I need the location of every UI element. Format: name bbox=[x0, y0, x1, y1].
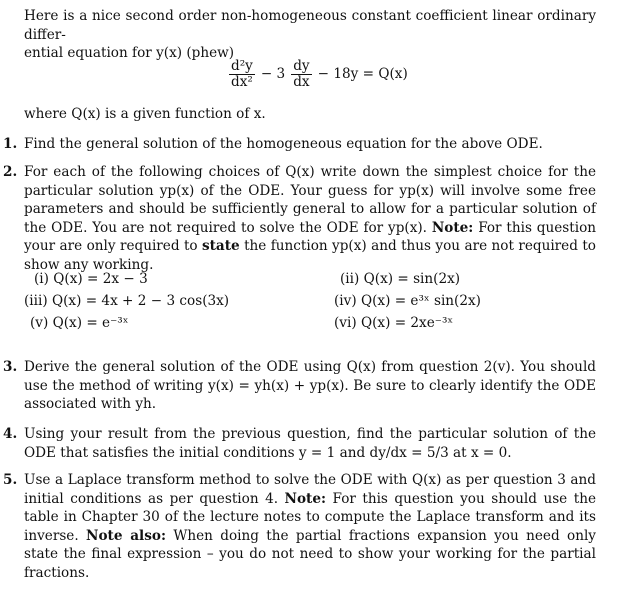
note-label: Note: bbox=[284, 490, 326, 507]
note-also-label: Note also: bbox=[86, 527, 166, 544]
question-text: Find the general solution of the homogeneous equation for the above ODE. bbox=[24, 136, 543, 152]
first-derivative-fraction bbox=[291, 59, 311, 90]
question-text: Use a Laplace transform method to solve the ODE with Q(x) as per question 3 and initial conditions as per question 4. bbox=[24, 472, 596, 507]
question-4 bbox=[3, 425, 596, 462]
where-statement: where Q(x) is a given function of x. bbox=[24, 106, 266, 122]
note-label: Note: bbox=[431, 219, 474, 236]
choice-ii: (ii) Q(x) = sin(2x) bbox=[340, 271, 461, 287]
question-number: 3. bbox=[3, 359, 18, 375]
question-number: 2. bbox=[3, 164, 18, 180]
question-text: Derive the general solution of the ODE using Q(x) from question 2(v). You should use the method of writing y(x) = yh(x) + yp(x). Be sure to clearly identify the ODE associated with yh. bbox=[24, 359, 596, 413]
state-text: the function yp(x) and thus you are not required to show any working. bbox=[24, 238, 596, 273]
fraction-denominator: dx bbox=[293, 73, 310, 90]
intro-line-1: Here is a nice second order non-homogeneous constant coefficient linear ordinary differ- bbox=[24, 8, 596, 43]
intro-line-2: ential equation for y(x) (phew) bbox=[24, 45, 235, 62]
note-text: For this question your are only required to bbox=[24, 219, 597, 255]
choice-iii: (iii) Q(x) = 4x + 2 − 3 cos(3x) bbox=[24, 293, 230, 309]
question-text: For each of the following choices of Q(x) write down the simplest choice for the particular solution yp(x) of the ODE. Your guess for yp(x) will involve some free parameters and should be sufficiently general to allow for a particular solution of the ODE. You are not required to solve the ODE for yp(x). bbox=[24, 164, 596, 236]
question-3 bbox=[3, 358, 596, 414]
fraction-denominator: dx² bbox=[231, 73, 253, 90]
equation-middle-term: − 3 bbox=[260, 65, 286, 82]
question-number: 1. bbox=[3, 136, 18, 152]
note-text: For this question you should use the table in Chapter 30 of the lecture notes to compute the Laplace transform and its inverse. bbox=[24, 490, 596, 544]
note-also-text: When doing the partial fractions expansion you need only state the final expression – you do not need to show your working for the partial fractions. bbox=[24, 527, 596, 581]
question-text: Using your result from the previous question, find the particular solution of the ODE that satisfies the initial conditions y = 1 and dy/dx = 5/3 at x = 0. bbox=[24, 426, 596, 461]
choice-iv: (iv) Q(x) = e³ˣ sin(2x) bbox=[334, 293, 481, 309]
equation-right-side: − 18y = Q(x) bbox=[317, 65, 408, 82]
question-1 bbox=[3, 135, 596, 154]
choice-i: (i) Q(x) = 2x − 3 bbox=[34, 271, 148, 287]
fraction-numerator: d²y bbox=[231, 57, 253, 74]
state-label: state bbox=[202, 238, 240, 255]
question-2 bbox=[3, 163, 597, 275]
question-number: 4. bbox=[3, 426, 18, 442]
second-derivative-fraction bbox=[229, 59, 255, 90]
choice-v: (v) Q(x) = e⁻³ˣ bbox=[30, 315, 129, 331]
fraction-numerator: dy bbox=[293, 57, 310, 74]
question-5 bbox=[3, 471, 596, 583]
ode-equation bbox=[226, 52, 411, 96]
question-number: 5. bbox=[3, 472, 18, 488]
choice-vi: (vi) Q(x) = 2xe⁻³ˣ bbox=[334, 315, 454, 331]
